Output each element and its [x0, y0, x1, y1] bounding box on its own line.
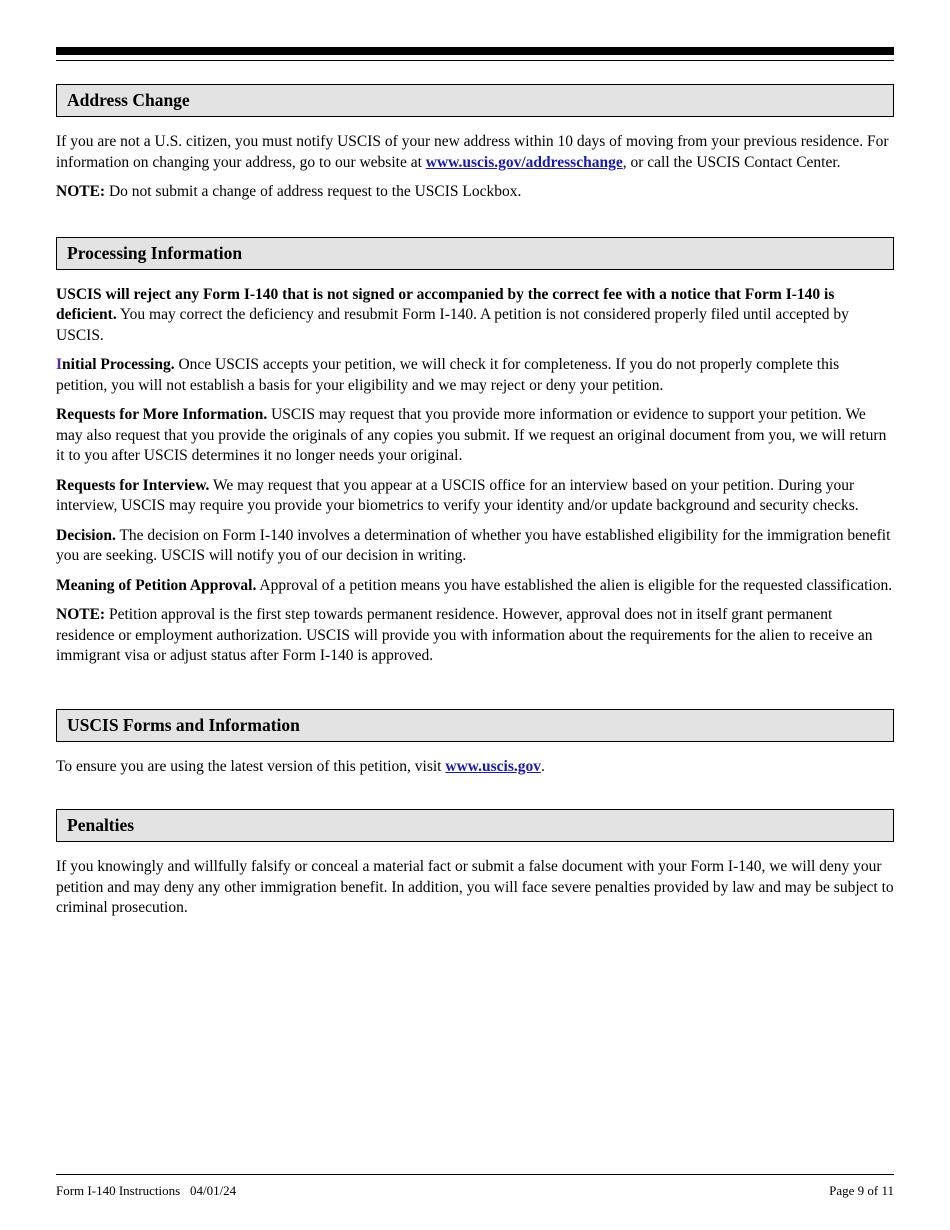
processing-note: NOTE: Petition approval is the first step towards permanent residence. However, approval does not in itself grant permanent residence or employment authorization. USCIS will provide you with information about the requirements for the alien to receive an immigrant visa or adjust status after Form I-140 is approved. — [56, 606, 873, 664]
address-change-link[interactable]: www.uscis.gov/addresschange — [425, 153, 623, 171]
forms-info-paragraph: To ensure you are using the latest version of this petition, visit www.uscis.gov. — [56, 757, 545, 775]
footer-page-number: Page 9 of 11 — [829, 1183, 894, 1198]
address-change-section — [56, 84, 894, 203]
rfe-paragraph: Requests for More Information. USCIS may request that you provide more information or evidence to support your petition. We may also request that you provide the originals of any copies you submit. If we request an original document from you, we will return it to you after USCIS determines it no longer needs your original. — [56, 406, 887, 464]
address-change-header: Address Change — [56, 84, 894, 117]
top-rule-thick — [56, 47, 894, 55]
penalties-paragraph: If you knowingly and willfully falsify or conceal a material fact or submit a false document with your Form I-140, we will deny your petition and may deny any other immigration benefit. In addition, you will face severe penalties provided by law and may be subject to criminal prosecution. — [56, 858, 894, 916]
reject-paragraph: USCIS will reject any Form I-140 that is not signed or accompanied by the correct fee with a notice that Form I-140 is deficient. You may correct the deficiency and resubmit Form I-140. A petition is not considered properly filed until accepted by USCIS. — [56, 285, 849, 344]
processing-header: Processing Information — [56, 237, 894, 270]
uscis-website-link[interactable]: www.uscis.gov — [445, 757, 541, 775]
decision-paragraph: Decision. The decision on Form I-140 involves a determination of whether you have established eligibility for the immigration benefit you are seeking. USCIS will notify you of our decision in writing. — [56, 526, 891, 564]
footer-form-id: Form I-140 Instructions 04/01/24 — [56, 1183, 237, 1198]
address-change-note: NOTE: Do not submit a change of address request to the USCIS Lockbox. — [56, 183, 522, 200]
footer-rule — [56, 1174, 894, 1175]
processing-section — [56, 237, 894, 667]
forms-info-section — [56, 709, 894, 778]
forms-info-header: USCIS Forms and Information — [56, 709, 894, 742]
penalties-header: Penalties — [56, 809, 894, 842]
page-content — [56, 84, 894, 919]
interview-paragraph: Requests for Interview. We may request that you appear at a USCIS office for an interview based on your petition. During your interview, USCIS may require you provide your biometrics to verify your identity and/or update background and security checks. — [56, 476, 859, 514]
approval-meaning-paragraph: Meaning of Petition Approval. Approval of a petition means you have established the alien is eligible for the requested classification. — [56, 576, 893, 594]
address-change-paragraph: If you are not a U.S. citizen, you must notify USCIS of your new address within 10 days of moving from your previous residence. For information on changing your address, go to our website at www.uscis.gov/addresschange, or call the USCIS Contact Center. — [56, 133, 889, 171]
penalties-section — [56, 809, 894, 919]
top-rule-thin — [56, 60, 894, 61]
initial-processing-paragraph: Initial Processing. Once USCIS accepts your petition, we will check it for completeness. If you do not properly complete this petition, you will not establish a basis for your eligibility and we may reject or deny your petition. — [56, 356, 840, 394]
